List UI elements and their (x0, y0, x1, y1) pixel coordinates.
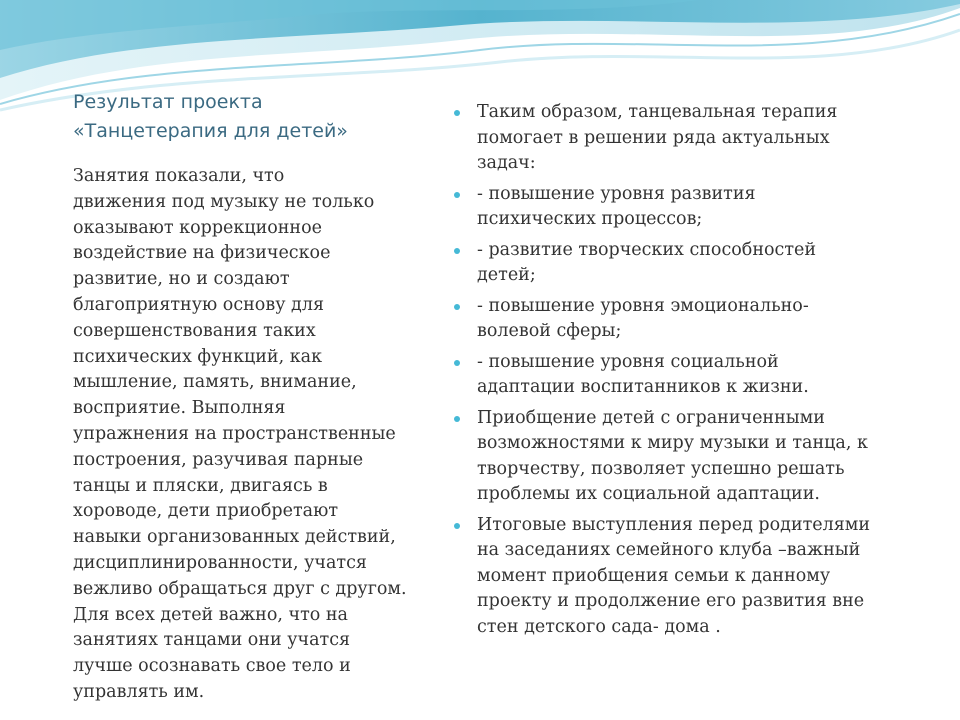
paragraph-line: танцы и пляски, двигаясь в (73, 475, 328, 496)
list-item (451, 100, 921, 177)
paragraph-line: психических функций, как (73, 346, 323, 367)
paragraph-line: навыки организованных действий, (73, 527, 396, 548)
bullet-line: - повышение уровня эмоционально- (477, 295, 809, 316)
bullet-line: задач: (477, 153, 536, 173)
bullet-line: Приобщение детей с ограниченными (477, 407, 825, 428)
bullet-dot-icon (454, 523, 460, 529)
list-item (451, 182, 921, 233)
bullet-line: психических процессов; (477, 209, 703, 229)
paragraph-line: Для всех детей важно, что на (73, 604, 348, 625)
paragraph-line: воздействие на физическое (73, 243, 331, 264)
paragraph-line: движения под музыку не только (73, 191, 375, 212)
title-line-2: «Танцетерапия для детей» (73, 120, 348, 142)
bullet-line: проекту и продолжение его развития вне (477, 591, 865, 611)
bullet-dot-icon (454, 110, 460, 116)
paragraph-line: благоприятную основу для (73, 294, 324, 315)
list-item (451, 238, 921, 289)
list-item (451, 294, 921, 345)
paragraph-line: вежливо обращаться друг с другом. (73, 578, 407, 599)
bullet-line: творчеству, позволяет успешно решать (477, 458, 845, 479)
paragraph-line: занятиях танцами они учатся (73, 630, 351, 651)
bullet-line: стен детского сада- дома . (477, 616, 721, 637)
paragraph-line: мышление, память, внимание, (73, 372, 357, 393)
bullet-dot-icon (454, 192, 460, 198)
bullet-line: помогает в решении ряда актуальных (477, 127, 830, 148)
title-line-1: Результат проекта (73, 91, 263, 113)
bullet-line: на заседаниях семейного клуба –важный (477, 540, 861, 560)
bullet-line: возможностями к миру музыки и танца, к (477, 433, 868, 453)
bullet-line: - развитие творческих способностей (477, 239, 817, 260)
paragraph-line: управлять им. (73, 681, 205, 702)
paragraph-line: дисциплинированности, учатся (73, 552, 367, 573)
list-item (451, 513, 921, 641)
bullet-line: адаптации воспитанников к жизни. (477, 377, 809, 397)
bullet-line: Таким образом, танцевальная терапия (477, 102, 838, 122)
bullet-dot-icon (454, 360, 460, 366)
paragraph-line: лучше осознавать свое тело и (73, 656, 351, 677)
bullet-line: - повышение уровня социальной (477, 351, 779, 372)
paragraph-line: совершенствования таких (73, 320, 316, 341)
bullet-list (451, 100, 921, 645)
bullet-dot-icon (454, 248, 460, 254)
paragraph-line: восприятие. Выполняя (73, 398, 286, 419)
bullet-dot-icon (454, 416, 460, 422)
slide-title (73, 88, 453, 146)
paragraph-line: хороводе, дети приобретают (73, 501, 339, 522)
bullet-line: Итоговые выступления перед родителями (477, 514, 871, 535)
paragraph-line: Занятия показали, что (73, 166, 285, 186)
left-paragraph (73, 164, 425, 706)
bullet-line: детей; (477, 265, 536, 285)
paragraph-line: упражнения на пространственные (73, 423, 396, 444)
bullet-line: проблемы их социальной адаптации. (477, 484, 820, 504)
list-item (451, 350, 921, 401)
list-item (451, 406, 921, 508)
bullet-line: волевой сферы; (477, 321, 622, 341)
paragraph-line: оказывают коррекционное (73, 217, 322, 238)
paragraph-line: построения, разучивая парные (73, 449, 364, 470)
bullet-dot-icon (454, 304, 460, 310)
paragraph-line: развитие, но и создают (73, 269, 290, 290)
bullet-line: - повышение уровня развития (477, 183, 756, 204)
bullet-line: момент приобщения семьи к данному (477, 565, 831, 586)
